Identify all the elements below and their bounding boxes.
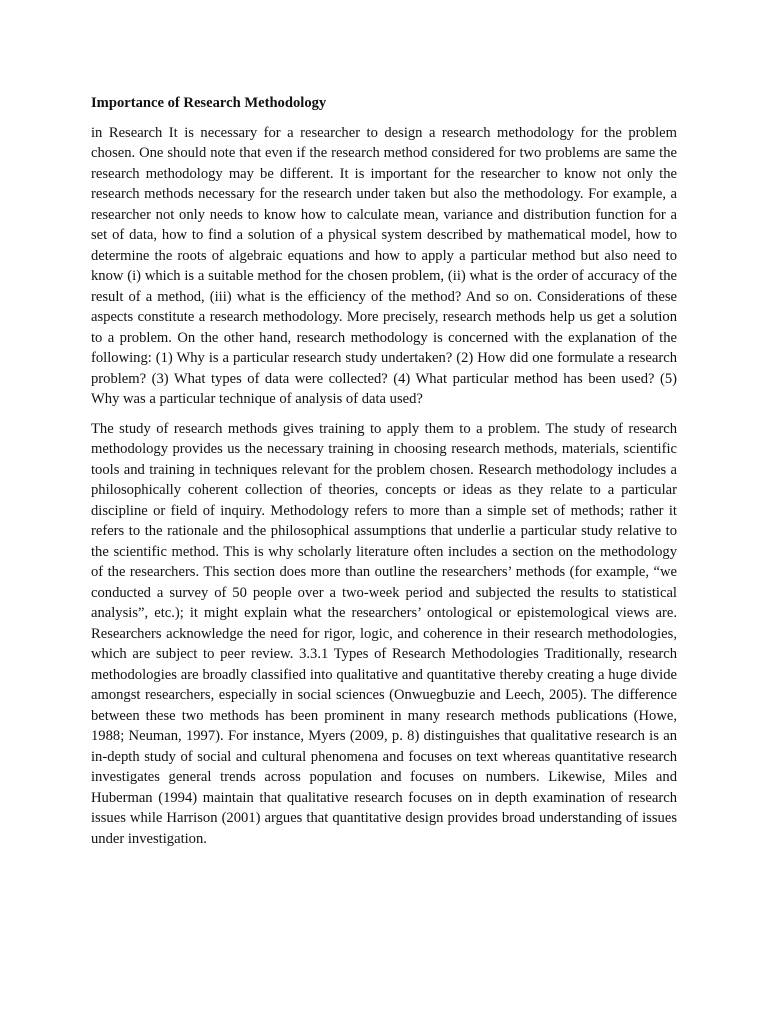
document-heading: Importance of Research Methodology	[91, 95, 327, 111]
document-page	[91, 93, 677, 858]
paragraph-2: The study of research methods gives training to apply them to a problem. The study of research methodology provides us the necessary training in choosing research methods, materials, scientific tools and training in techniques relevant for the problem chosen. Research methodology includes a philosophically coherent collection of theories, concepts or ideas as they relate to a particular discipline or field of inquiry. Methodology refers to more than a simple set of methods; rather it refers to the rationale and the philosophical assumptions that underlie a particular study relative to the scientific method. This is why scholarly literature often includes a section on the methodology of the researchers. This section does more than outline the researchers’ methods (for example, “we conducted a survey of 50 people over a two-week period and subjected the results to statistical analysis”, etc.); it might explain what the researchers’ ontological or epistemological views are. Researchers acknowledge the need for rigor, logic, and coherence in their research methodologies, which are subject to peer review. 3.3.1 Types of Research Methodologies Traditionally, research methodologies are broadly classified into qualitative and quantitative thereby creating a huge divide amongst researchers, especially in social sciences (Onwuegbuzie and Leech, 2005). The difference between these two methods has been prominent in many research methods publications (Howe, 1988; Neuman, 1997). For instance, Myers (2009, p. 8) distinguishes that qualitative research is an in-depth study of social and cultural phenomena and focuses on text whereas quantitative research investigates general trends across population and focuses on numbers. Likewise, Miles and Huberman (1994) maintain that qualitative research focuses on in depth examination of research issues while Harrison (2001) argues that quantitative design provides broad understanding of issues under investigation.	[91, 420, 677, 847]
paragraph-1: in Research It is necessary for a researcher to design a research methodology for the problem chosen. One should note that even if the research method considered for two problems are same the research methodology may be different. It is important for the researcher to know not only the research methods necessary for the research under taken but also the methodology. For example, a researcher not only needs to know how to calculate mean, variance and distribution function for a set of data, how to find a solution of a physical system described by mathematical model, how to determine the roots of algebraic equations and how to apply a particular method but also need to know (i) which is a suitable method for the chosen problem, (ii) what is the order of accuracy of the result of a method, (iii) what is the efficiency of the method? And so on. Considerations of these aspects constitute a research methodology. More precisely, research methods help us get a solution to a problem. On the other hand, research methodology is concerned with the explanation of the following: (1) Why is a particular research study undertaken? (2) How did one formulate a research problem? (3) What types of data were collected? (4) What particular method has been used? (5) Why was a particular technique of analysis of data used?	[91, 124, 677, 407]
